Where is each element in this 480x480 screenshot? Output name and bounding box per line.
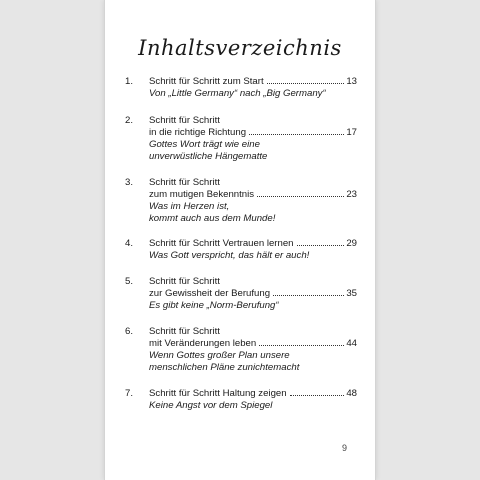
entry-number: 5. xyxy=(125,276,134,287)
entry-subtitle: Was Gott verspricht, das hält er auch! xyxy=(149,250,310,261)
entry-title: zur Gewissheit der Berufung xyxy=(149,288,271,299)
entry-page: 35 xyxy=(346,288,357,299)
entry-page: 23 xyxy=(346,189,357,200)
entry-title-line xyxy=(149,127,357,139)
leader-dots xyxy=(257,195,344,197)
entry-page: 44 xyxy=(346,338,357,349)
entry-subtitle: Gottes Wort trägt wie eine xyxy=(149,139,260,150)
entry-title-line xyxy=(149,76,357,88)
page-title: Inhaltsverzeichnis xyxy=(138,36,342,60)
entry-page: 17 xyxy=(346,127,357,138)
entry-title: Schritt für Schritt xyxy=(149,115,220,126)
entry-title-line xyxy=(149,338,357,350)
leader-dots xyxy=(290,394,345,396)
entry-number: 7. xyxy=(125,388,134,399)
entry-title-line xyxy=(149,238,357,250)
book-page xyxy=(105,0,375,480)
entry-title: Schritt für Schritt Haltung zeigen xyxy=(149,388,287,399)
entry-number: 6. xyxy=(125,326,134,337)
leader-dots xyxy=(273,294,344,296)
leader-dots xyxy=(267,82,345,84)
entry-subtitle: Von „Little Germany“ nach „Big Germany“ xyxy=(149,88,326,99)
entry-subtitle: kommt auch aus dem Munde! xyxy=(149,213,276,224)
page-number: 9 xyxy=(341,443,347,453)
entry-title-line xyxy=(149,388,357,400)
entry-number: 2. xyxy=(125,115,134,126)
entry-subtitle: Wenn Gottes großer Plan unsere xyxy=(149,350,290,361)
entry-title: Schritt für Schritt xyxy=(149,276,220,287)
entry-title: Schritt für Schritt zum Start xyxy=(149,76,264,87)
entry-title: Schritt für Schritt Vertrauen lernen xyxy=(149,238,294,249)
entry-subtitle: unverwüstliche Hängematte xyxy=(149,151,268,162)
entry-title: mit Veränderungen leben xyxy=(149,338,257,349)
entry-subtitle: menschlichen Pläne zunichtemacht xyxy=(149,362,300,373)
entry-title-line xyxy=(149,189,357,201)
entry-subtitle: Was im Herzen ist, xyxy=(149,201,230,212)
entry-title: in die richtige Richtung xyxy=(149,127,247,138)
entry-page: 48 xyxy=(346,388,357,399)
entry-number: 4. xyxy=(125,238,134,249)
entry-page: 29 xyxy=(346,238,357,249)
entry-subtitle: Es gibt keine „Norm-Berufung“ xyxy=(149,300,279,311)
leader-dots xyxy=(297,244,345,246)
entry-page: 13 xyxy=(346,76,357,87)
entry-subtitle: Keine Angst vor dem Spiegel xyxy=(149,400,273,411)
entry-title: zum mutigen Bekenntnis xyxy=(149,189,255,200)
entry-title-line xyxy=(149,288,357,300)
entry-number: 1. xyxy=(125,76,134,87)
leader-dots xyxy=(249,133,344,135)
leader-dots xyxy=(259,344,344,346)
entry-title: Schritt für Schritt xyxy=(149,177,220,188)
entry-number: 3. xyxy=(125,177,134,188)
entry-title: Schritt für Schritt xyxy=(149,326,220,337)
